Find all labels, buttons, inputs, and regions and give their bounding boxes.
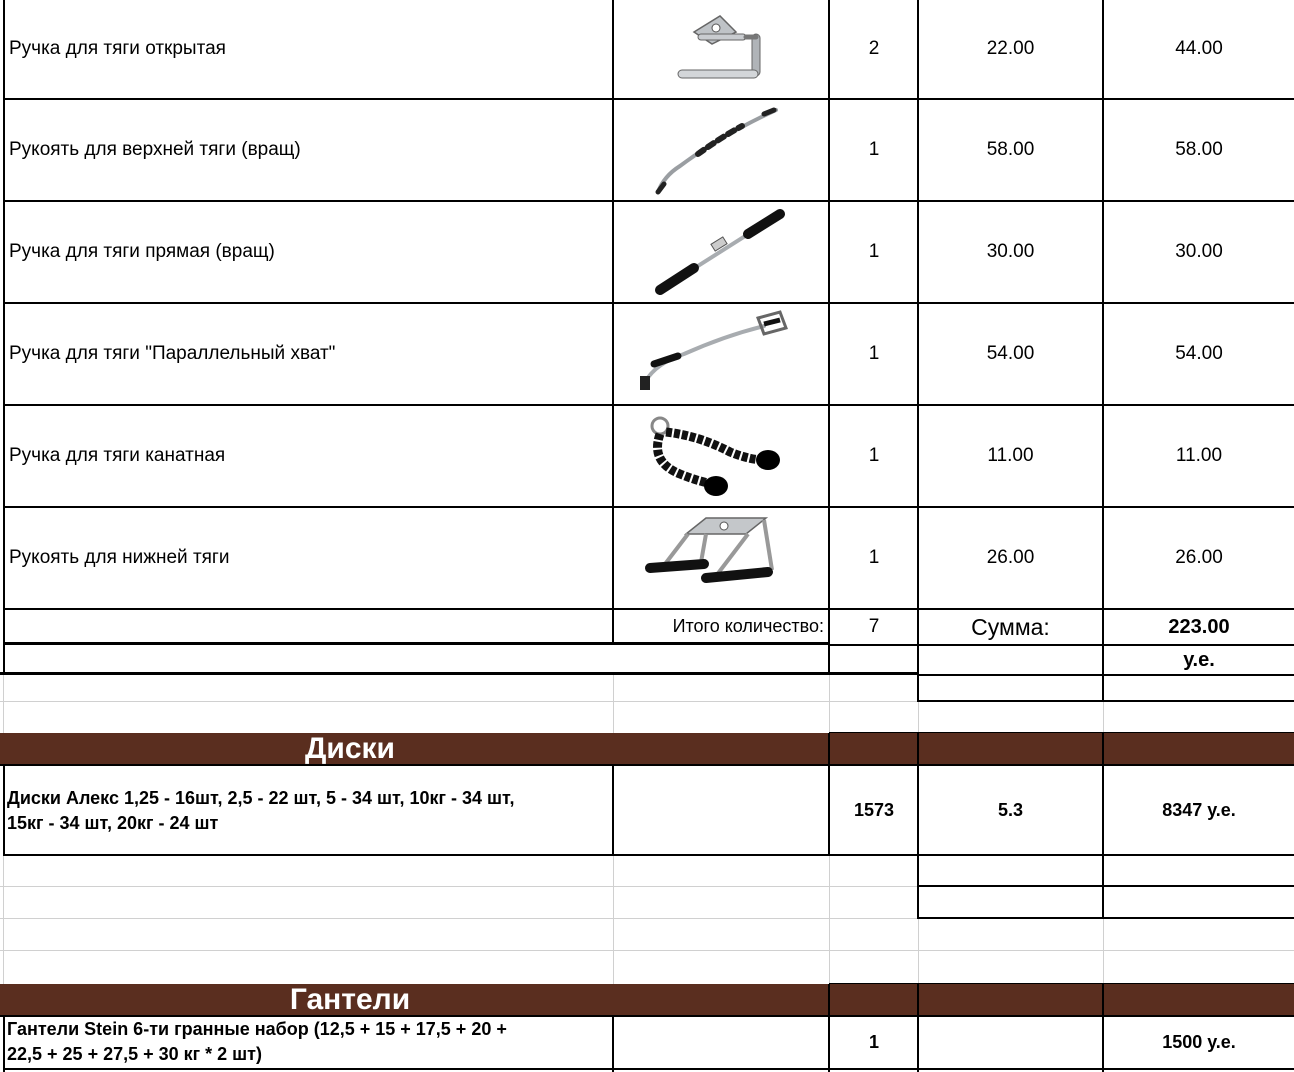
dumbbells-total: 1500 у.е. bbox=[1162, 1031, 1236, 1052]
price-cell: 58.00 bbox=[986, 139, 1035, 160]
dumbbells-description-line1: Гантели Stein 6-ти гранные набор (12,5 + 15 + 17,5 + 20 + bbox=[7, 1018, 507, 1039]
dumbbells-section-title: Гантели bbox=[289, 982, 411, 1016]
dumbbells-description-line2: 22,5 + 25 + 27,5 + 30 кг * 2 шт) bbox=[7, 1043, 262, 1064]
lat-bar-icon bbox=[650, 104, 780, 203]
discs-description-line2: 15кг - 34 шт, 20кг - 24 шт bbox=[7, 812, 219, 833]
qty-cell: 2 bbox=[868, 38, 880, 59]
product-name: Ручка для тяги прямая (вращ) bbox=[9, 241, 275, 262]
qty-cell: 1 bbox=[868, 445, 880, 466]
discs-total: 8347 у.е. bbox=[1162, 799, 1236, 820]
price-cell: 54.00 bbox=[986, 343, 1035, 364]
open-handle-icon bbox=[660, 10, 780, 95]
sum-label: Сумма: bbox=[971, 614, 1050, 640]
total-qty-value: 7 bbox=[868, 615, 880, 637]
product-name: Рукоять для верхней тяги (вращ) bbox=[9, 139, 301, 160]
total-qty-label: Итого количество: bbox=[672, 616, 824, 636]
currency-label: у.е. bbox=[1183, 648, 1215, 671]
product-name: Рукоять для нижней тяги bbox=[9, 547, 230, 568]
parallel-grip-icon bbox=[634, 306, 794, 405]
discs-description-line1: Диски Алекс 1,25 - 16шт, 2,5 - 22 шт, 5 - 34 шт, 10кг - 34 шт, bbox=[7, 787, 515, 808]
product-name: Ручка для тяги открытая bbox=[9, 38, 226, 59]
straight-bar-icon bbox=[650, 206, 790, 305]
price-cell: 30.00 bbox=[986, 241, 1035, 262]
row-handle-icon bbox=[636, 514, 786, 609]
price-cell: 22.00 bbox=[986, 38, 1035, 59]
dumbbells-qty: 1 bbox=[868, 1031, 879, 1052]
total-cell: 11.00 bbox=[1175, 445, 1223, 466]
discs-section-title: Диски bbox=[305, 732, 395, 765]
qty-cell: 1 bbox=[868, 139, 880, 160]
product-name: Ручка для тяги "Параллельный хват" bbox=[9, 343, 336, 364]
product-name: Ручка для тяги канатная bbox=[9, 445, 226, 466]
sum-value: 223.00 bbox=[1168, 616, 1230, 638]
total-cell: 58.00 bbox=[1175, 139, 1223, 160]
rope-handle-icon bbox=[640, 412, 790, 507]
total-cell: 26.00 bbox=[1175, 547, 1223, 568]
qty-cell: 1 bbox=[868, 547, 880, 568]
price-cell: 11.00 bbox=[987, 445, 1034, 466]
total-cell: 30.00 bbox=[1175, 241, 1223, 262]
price-cell: 26.00 bbox=[986, 547, 1035, 568]
total-cell: 44.00 bbox=[1175, 38, 1223, 59]
qty-cell: 1 bbox=[868, 241, 880, 262]
discs-qty: 1573 bbox=[853, 799, 895, 820]
qty-cell: 1 bbox=[868, 343, 880, 364]
discs-price: 5.3 bbox=[997, 799, 1024, 820]
total-cell: 54.00 bbox=[1175, 343, 1223, 364]
